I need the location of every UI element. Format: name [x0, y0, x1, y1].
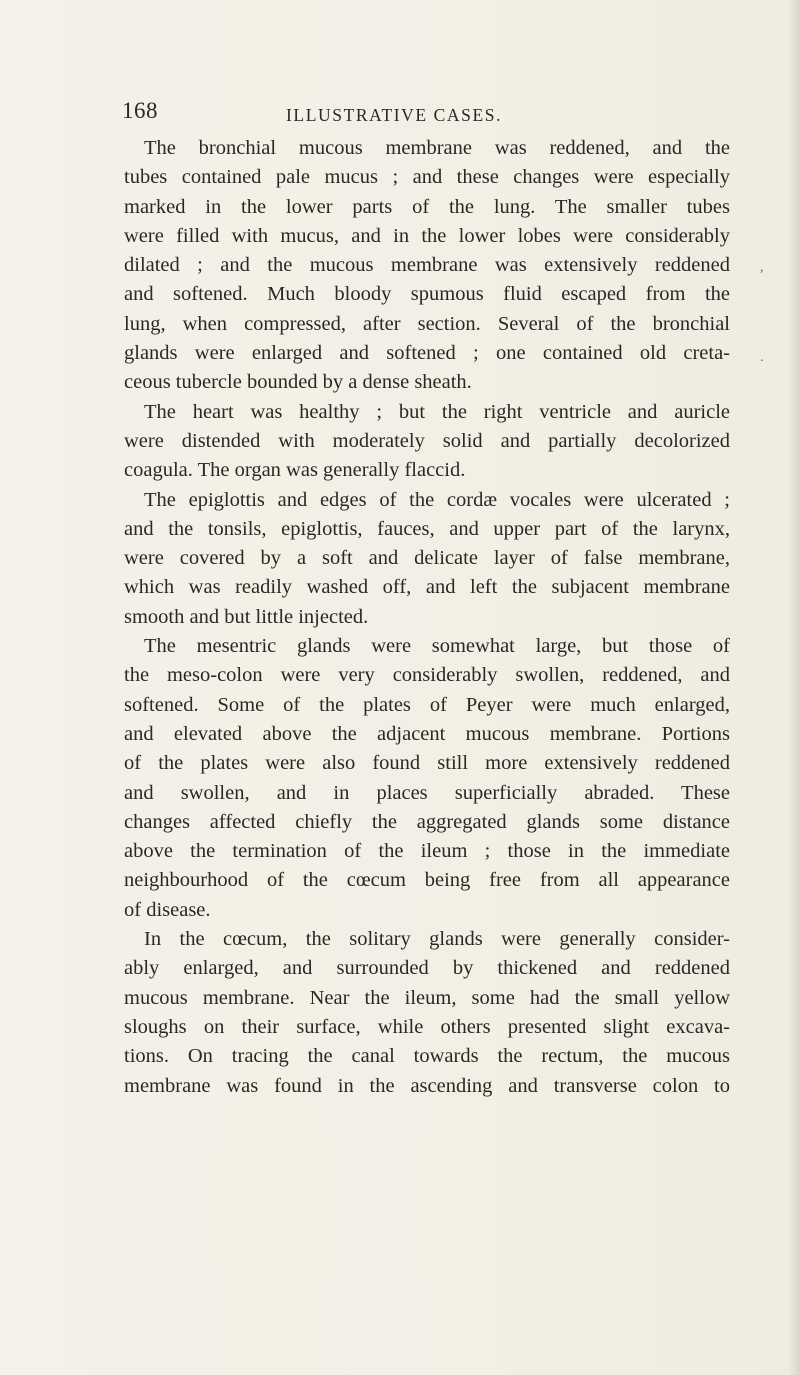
paragraph-bronchial-line: tubes contained pale mucus ; and these changes were especially [124, 166, 730, 189]
paragraph-coecum-line: mucous membrane. Near the ileum, some had the small yellow [124, 986, 730, 1009]
paragraph-mesentric-line: and swollen, and in places superficially abraded. These [124, 781, 730, 804]
page-edge-shadow [788, 0, 800, 1375]
paragraph-mesentric-line: The mesentric glands were somewhat large, but those of [144, 635, 730, 658]
paragraph-mesentric-line: above the termination of the ileum ; those in the immediate [124, 840, 730, 863]
paragraph-mesentric-line: softened. Some of the plates of Peyer were much enlarged, [124, 693, 730, 716]
paragraph-heart-line: coagula. The organ was generally flaccid. [124, 459, 466, 482]
paragraph-coecum-line: In the cœcum, the solitary glands were generally consider- [144, 928, 730, 951]
paragraph-epiglottis-line: smooth and but little injected. [124, 605, 369, 628]
page-header [0, 98, 800, 134]
paragraph-bronchial-line: were filled with mucus, and in the lower lobes were considerably [124, 224, 730, 247]
page-number: 168 [122, 98, 158, 123]
paragraph-epiglottis-line: which was readily washed off, and left the subjacent membrane [124, 576, 730, 599]
paragraph-bronchial-line: The bronchial mucous membrane was reddened, and the [144, 137, 730, 159]
paragraph-coecum-line: membrane was found in the ascending and transverse colon to [124, 1074, 730, 1097]
margin-mark: , [760, 260, 764, 275]
paragraph-epiglottis-line: and the tonsils, epiglottis, fauces, and upper part of the larynx, [124, 517, 730, 540]
paragraph-bronchial-line: dilated ; and the mucous membrane was extensively reddened [124, 254, 730, 277]
paragraph-mesentric-line: of disease. [124, 898, 211, 921]
paragraph-coecum-line: ably enlarged, and surrounded by thickened and reddened [124, 957, 730, 980]
paragraph-heart-line: were distended with moderately solid and partially decolorized [124, 429, 730, 452]
paragraph-bronchial-line: lung, when compressed, after section. Several of the bronchial [124, 312, 730, 335]
paragraph-mesentric-line: and elevated above the adjacent mucous membrane. Portions [124, 722, 730, 745]
paragraph-bronchial-line: ceous tubercle bounded by a dense sheath. [124, 371, 472, 394]
paragraph-bronchial-line: marked in the lower parts of the lung. The smaller tubes [124, 195, 730, 218]
paragraph-epiglottis-line: were covered by a soft and delicate layer of false membrane, [124, 547, 730, 570]
paragraph-mesentric-line: of the plates were also found still more extensively reddened [124, 752, 730, 775]
paragraph-heart-line: The heart was healthy ; but the right ventricle and auricle [144, 400, 730, 423]
paragraph-mesentric-line: changes affected chiefly the aggregated glands some distance [124, 810, 730, 833]
paragraph-coecum-line: tions. On tracing the canal towards the rectum, the mucous [124, 1045, 730, 1068]
paragraph-coecum-line: sloughs on their surface, while others presented slight excava- [124, 1015, 730, 1038]
paragraph-bronchial-line: glands were enlarged and softened ; one contained old creta- [124, 342, 730, 365]
body-text [124, 134, 730, 1101]
margin-mark: . [760, 350, 764, 365]
running-title: ILLUSTRATIVE CASES. [286, 105, 503, 125]
paragraph-bronchial-line: and softened. Much bloody spumous fluid escaped from the [124, 283, 730, 306]
paragraph-mesentric-line: the meso-colon were very considerably swollen, reddened, and [124, 664, 730, 687]
paragraph-epiglottis-line: The epiglottis and edges of the cordæ vocales were ulcerated ; [144, 488, 730, 511]
paragraph-mesentric-line: neighbourhood of the cœcum being free from all appearance [124, 869, 730, 892]
